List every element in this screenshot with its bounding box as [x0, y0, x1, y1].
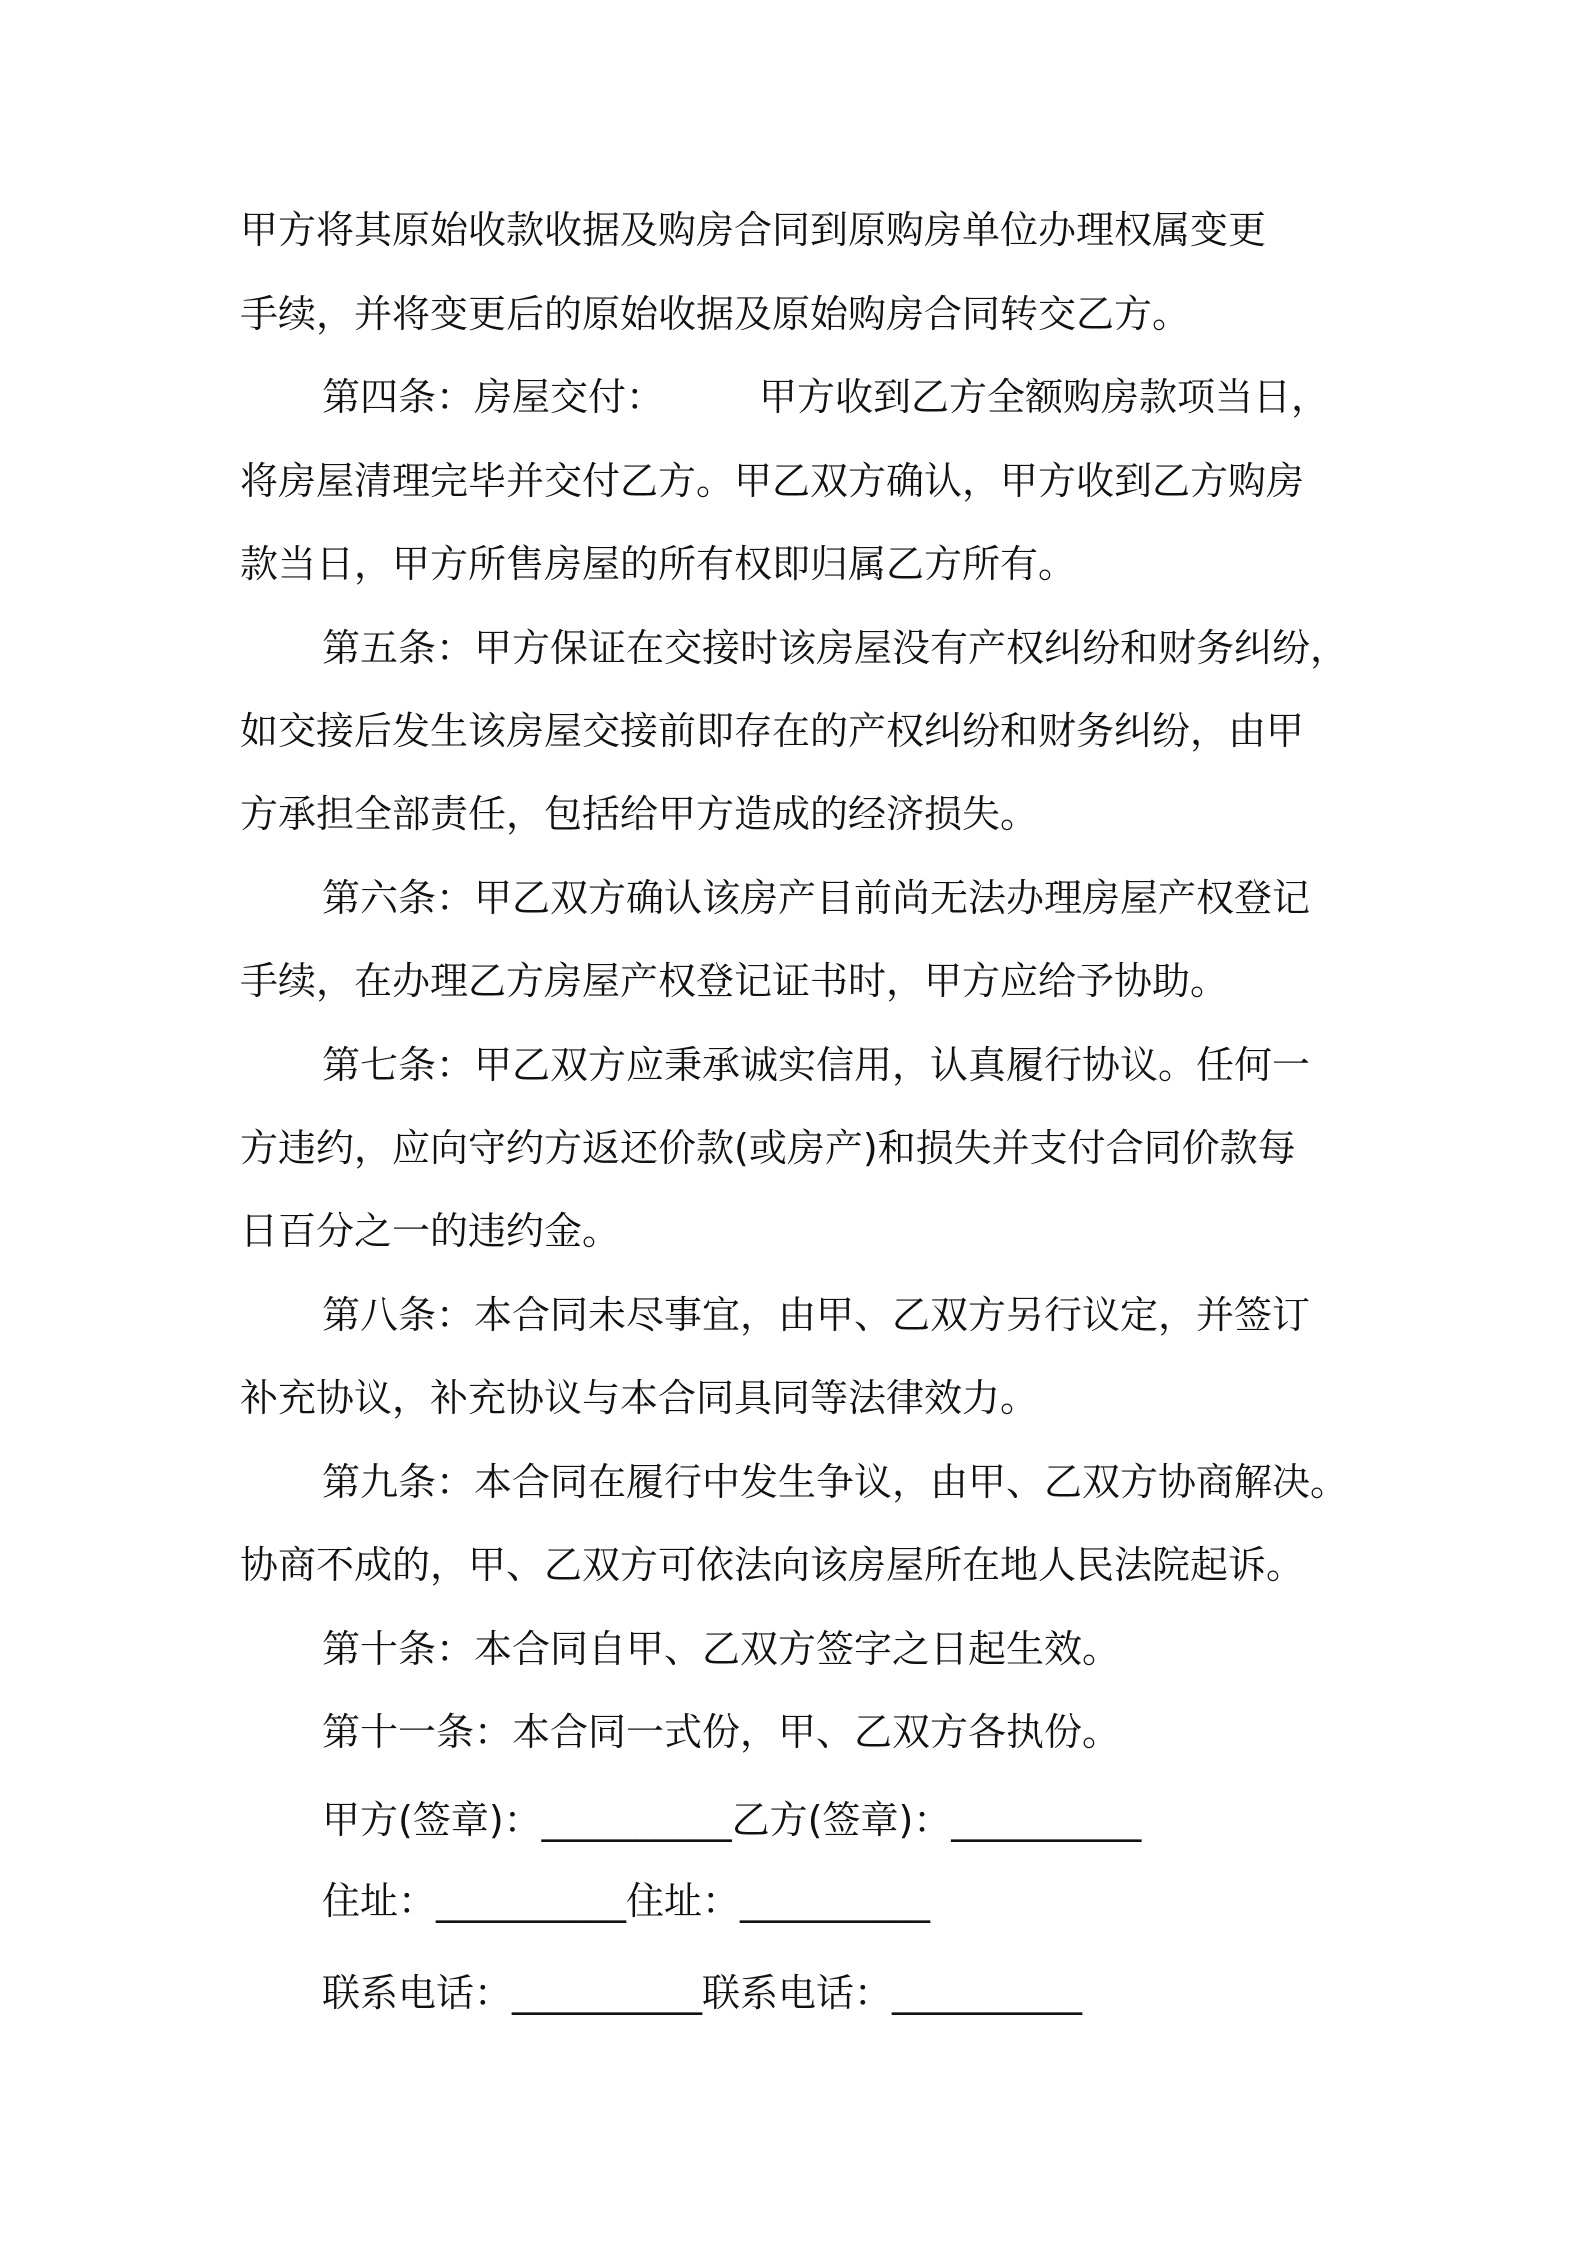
paragraph-line: 手续，并将变更后的原始收据及原始购房合同转交乙方。 [240, 292, 1191, 336]
phone-line: 联系电话：__________联系电话：__________ [322, 1971, 1083, 2015]
clause-4-title: 第四条：房屋交付： 甲方收到乙方全额购房款项当日， [322, 375, 1330, 419]
paragraph-line: 如交接后发生该房屋交接前即存在的产权纠纷和财务纠纷，由甲 [240, 709, 1305, 753]
clause-9-title: 第九条：本合同在履行中发生争议，由甲、乙双方协商解决。 [322, 1460, 1349, 1504]
address-line: 住址：__________住址：__________ [322, 1879, 931, 1923]
clause-8-title: 第八条：本合同未尽事宜，由甲、乙双方另行议定，并签订 [322, 1293, 1311, 1337]
paragraph-line: 日百分之一的违约金。 [240, 1209, 621, 1253]
signature-party-line: 甲方(签章)：__________乙方(签章)：__________ [322, 1798, 1142, 1842]
clause-5-title: 第五条：甲方保证在交接时该房屋没有产权纠纷和财务纠纷， [322, 626, 1349, 670]
paragraph-line: 甲方将其原始收款收据及购房合同到原购房单位办理权属变更 [240, 208, 1267, 252]
clause-6-title: 第六条：甲乙双方确认该房产目前尚无法办理房屋产权登记 [322, 876, 1311, 920]
paragraph-line: 手续，在办理乙方房屋产权登记证书时，甲方应给予协助。 [240, 959, 1229, 1003]
paragraph-line: 方违约，应向守约方返还价款(或房产)和损失并支付合同价款每 [240, 1126, 1296, 1170]
clause-10: 第十条：本合同自甲、乙双方签字之日起生效。 [322, 1627, 1121, 1671]
clause-11: 第十一条：本合同一式份，甲、乙双方各执份。 [322, 1710, 1121, 1754]
paragraph-line: 协商不成的，甲、乙双方可依法向该房屋所在地人民法院起诉。 [240, 1543, 1305, 1587]
paragraph-line: 方承担全部责任，包括给甲方造成的经济损失。 [240, 792, 1039, 836]
paragraph-line: 款当日，甲方所售房屋的所有权即归属乙方所有。 [240, 542, 1077, 586]
clause-7-title: 第七条：甲乙双方应秉承诚实信用，认真履行协议。任何一 [322, 1043, 1311, 1087]
paragraph-line: 将房屋清理完毕并交付乙方。甲乙双方确认，甲方收到乙方购房 [240, 459, 1305, 503]
paragraph-line: 补充协议，补充协议与本合同具同等法律效力。 [240, 1376, 1039, 1420]
